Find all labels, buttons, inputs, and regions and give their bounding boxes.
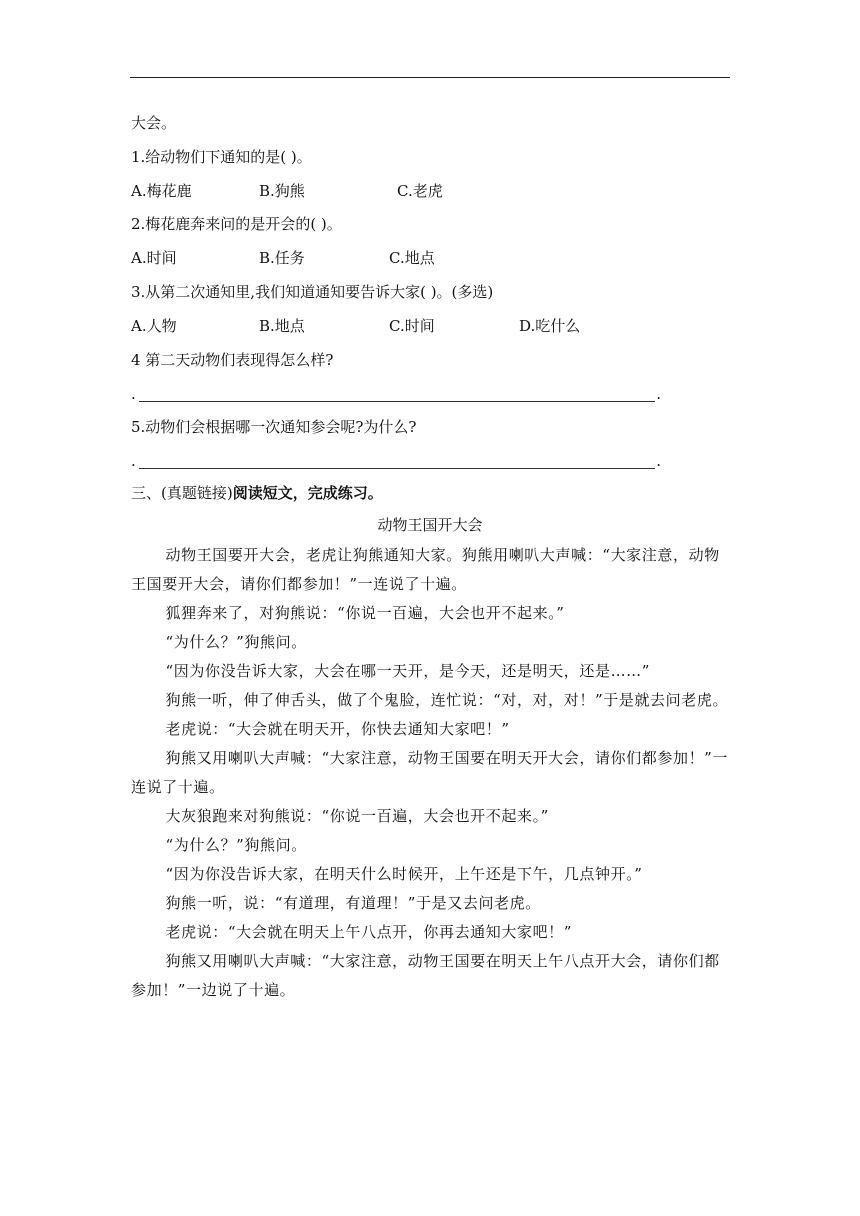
q1-option-a: A.梅花鹿 [131,182,192,200]
q1-option-c: C.老虎 [397,182,443,200]
story-paragraph: 大灰狼跑来对狗熊说：“你说一百遍，大会也开不起来。” [165,807,549,825]
story-body [131,541,731,1005]
story-paragraph: 狗熊又用喇叭大声喊：“大家注意，动物王国要在明天开大会，请你们都参加！”一连说了十遍。 [131,749,729,796]
answer-blank-5-end: . [656,452,661,470]
story-paragraph: “为什么？”狗熊问。 [165,836,307,854]
story-title: 动物王国开大会 [377,516,483,534]
story-paragraph: “因为你没告诉大家，在明天什么时候开，上午还是下午，几点钟开。” [165,865,643,883]
question-3: 3.从第二次通知里,我们知道通知要告诉大家( )。(多选) [131,283,494,301]
question-1: 1.给动物们下通知的是( )。 [131,148,312,166]
story-paragraph: 狐狸奔来了，对狗熊说：“你说一百遍，大会也开不起来。” [165,604,565,622]
q1-option-b: B.狗熊 [259,182,305,200]
q3-option-a: A.人物 [131,317,177,335]
q2-option-a: A.时间 [131,249,177,267]
q2-option-b: B.任务 [259,249,305,267]
q3-option-c: C.时间 [389,317,435,335]
question-5: 5.动物们会根据哪一次通知参会呢?为什么? [131,418,417,436]
section-title: 阅读短文，完成练习。 [232,484,383,502]
story-paragraph: 狗熊又用喇叭大声喊：“大家注意，动物王国要在明天上午八点开大会，请你们都参加！”一边说了十遍。 [131,952,720,999]
answer-line-5 [139,468,655,469]
answer-blank-4-start: . [131,385,136,403]
question-4: 4 第二天动物们表现得怎么样? [131,351,334,369]
q3-option-b: B.地点 [259,317,305,335]
top-rule [130,77,730,78]
story-paragraph: “因为你没告诉大家，大会在哪一天开，是今天，还是明天，还是……” [165,662,651,680]
story-paragraph: “为什么？”狗熊问。 [165,633,307,651]
question-2: 2.梅花鹿奔来问的是开会的( )。 [131,215,342,233]
answer-blank-4-end: . [656,385,661,403]
story-paragraph: 狗熊一听，说：“有道理，有道理！”于是又去问老虎。 [165,894,541,912]
q3-option-d: D.吃什么 [519,317,581,335]
continuation-text: 大会。 [131,114,177,132]
story-paragraph: 动物王国要开大会，老虎让狗熊通知大家。狗熊用喇叭大声喊：“大家注意，动物王国要开大会，请你们都参加！”一连说了十遍。 [131,546,720,593]
q2-option-c: C.地点 [389,249,435,267]
story-paragraph: 狗熊一听，伸了伸舌头，做了个鬼脸，连忙说：“对，对，对！”于是就去问老虎。 [165,691,729,709]
answer-blank-5-start: . [131,452,136,470]
story-paragraph: 老虎说：“大会就在明天上午八点开，你再去通知大家吧！” [165,923,573,941]
answer-line-4 [139,401,655,402]
section-heading [131,483,383,503]
section-prefix: 三、(真题链接) [131,484,233,502]
story-paragraph: 老虎说：“大会就在明天开，你快去通知大家吧！” [165,720,510,738]
